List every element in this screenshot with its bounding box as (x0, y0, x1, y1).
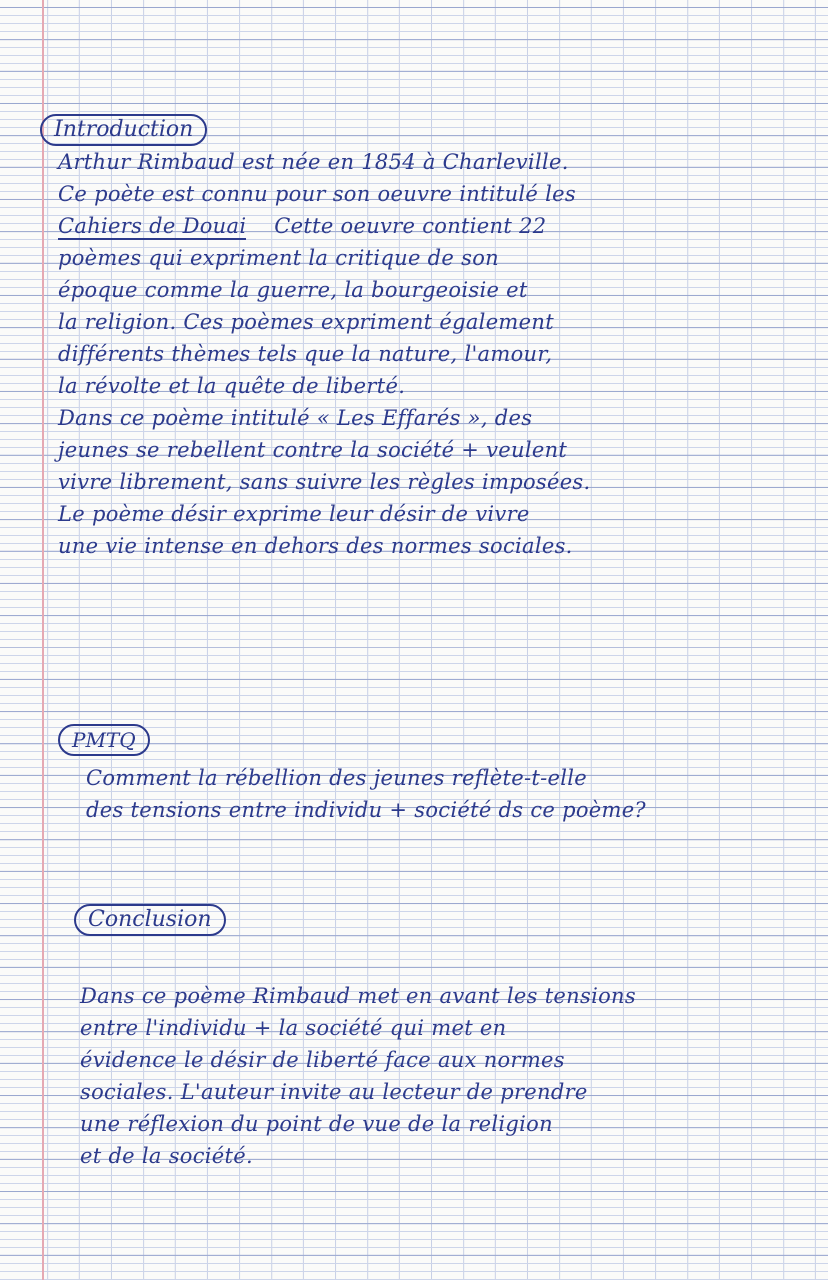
intro-line: Dans ce poème intitulé « Les Effarés », des (58, 406, 533, 430)
margin-line (42, 0, 44, 1280)
pmtq-question (86, 762, 821, 826)
intro-line: Ce poète est connu pour son oeuvre intitulé les (58, 182, 576, 206)
conclusion-line: évidence le désir de liberté face aux normes (80, 1048, 565, 1072)
introduction-heading: Introduction (40, 114, 207, 146)
intro-line: la religion. Ces poèmes expriment également (58, 310, 554, 334)
conclusion-line: entre l'individu + la société qui met en (80, 1016, 507, 1040)
conclusion-line: et de la société. (80, 1144, 253, 1168)
intro-line: poèmes qui expriment la critique de son (58, 246, 499, 270)
pmtq-heading: PMTQ (58, 724, 150, 756)
book-title: Cahiers de Douai (58, 214, 247, 238)
intro-line: différents thèmes tels que la nature, l'amour, (58, 342, 553, 366)
conclusion-line: une réflexion du point de vue de la religion (80, 1112, 553, 1136)
conclusion-line: sociales. L'auteur invite au lecteur de prendre (80, 1080, 588, 1104)
conclusion-line: Dans ce poème Rimbaud met en avant les tensions (80, 984, 636, 1008)
conclusion-heading: Conclusion (74, 904, 226, 936)
pmtq-line: des tensions entre individu + société ds ce poème? (86, 798, 646, 822)
introduction-paragraph (58, 146, 818, 562)
intro-line: Le poème désir exprime leur désir de vivre (58, 502, 530, 526)
intro-line: Arthur Rimbaud est née en 1854 à Charleville. (58, 150, 569, 174)
intro-line: jeunes se rebellent contre la société + veulent (58, 438, 568, 462)
pmtq-line: Comment la rébellion des jeunes reflète-t-elle (86, 766, 588, 790)
intro-line-rest: Cette oeuvre contient 22 (274, 214, 547, 238)
intro-line: une vie intense en dehors des normes sociales. (58, 534, 573, 558)
intro-line: vivre librement, sans suivre les règles imposées. (58, 470, 591, 494)
intro-line: époque comme la guerre, la bourgeoisie et (58, 278, 528, 302)
intro-line (58, 210, 818, 242)
intro-line: la révolte et la quête de liberté. (58, 374, 406, 398)
conclusion-paragraph (80, 980, 820, 1172)
